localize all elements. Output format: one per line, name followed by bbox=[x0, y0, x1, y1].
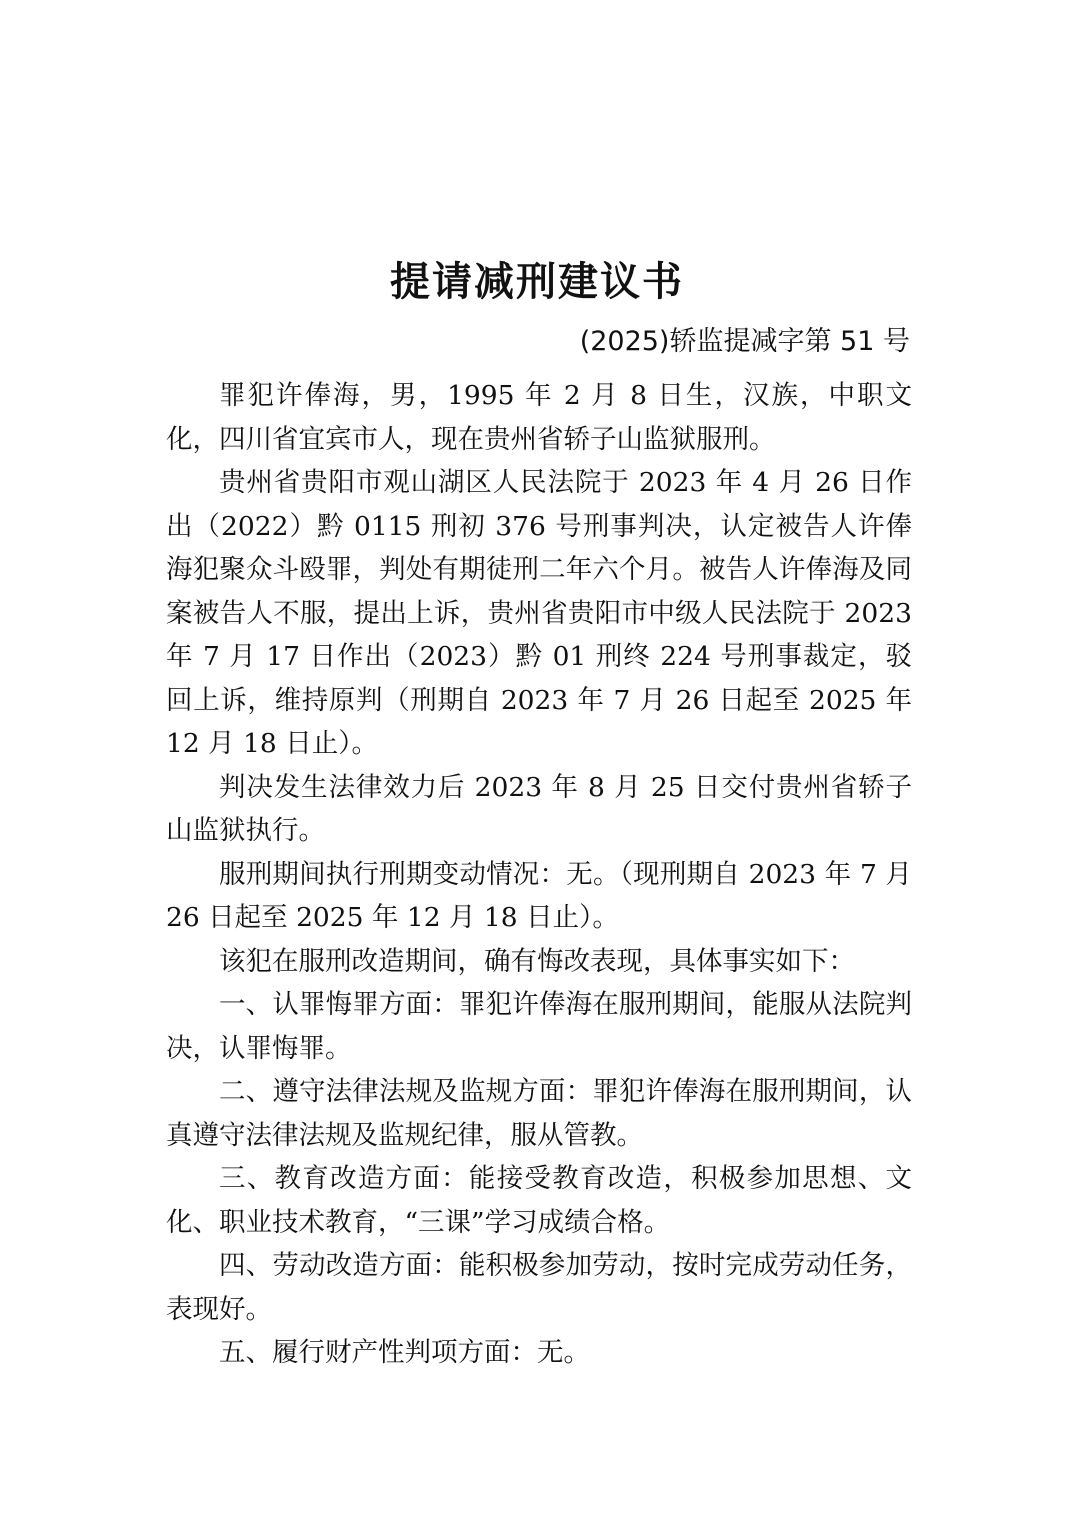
document-body bbox=[166, 374, 912, 1375]
paragraph-repentance: 一、认罪悔罪方面：罪犯许俸海在服刑期间，能服从法院判决，认罪悔罪。 bbox=[166, 989, 912, 1064]
paragraph-law-compliance: 二、遵守法律法规及监规方面：罪犯许俸海在服刑期间，认真遵守法律法规及监规纪律，服从管教。 bbox=[166, 1076, 912, 1151]
paragraph-judgment-history: 贵州省贵阳市观山湖区人民法院于 2023 年 4 月 26 日作出（2022）黔 0115 刑初 376 号刑事判决，认定被告人许俸海犯聚众斗殴罪，判处有期徒刑二年六个月。被告人许俸海及同案被告人不服，提出上诉，贵州省贵阳市中级人民法院于 2023 年 7 月 17 日作出（2023）黔 01 刑终 224 号刑事裁定，驳回上诉，维持原判（刑期自 2023 年 7 月 26 日起至 2025 年 12 月 18 日止）。 bbox=[166, 467, 912, 759]
paragraph-property: 五、履行财产性判项方面：无。 bbox=[219, 1337, 590, 1368]
document-title: 提请减刑建议书 bbox=[390, 258, 684, 305]
paragraph-sentence-change: 服刑期间执行刑期变动情况：无。（现刑期自 2023 年 7 月 26 日起至 2025 年 12 月 18 日止）。 bbox=[166, 858, 912, 933]
paragraph-facts-intro: 该犯在服刑改造期间，确有悔改表现，具体事实如下： bbox=[219, 945, 855, 977]
paragraph-labor: 四、劳动改造方面：能积极参加劳动，按时完成劳动任务，表现好。 bbox=[166, 1250, 912, 1325]
paragraph-personal-info: 罪犯许俸海，男，1995 年 2 月 8 日生，汉族，中职文化，四川省宜宾市人，现在贵州省轿子山监狱服刑。 bbox=[166, 380, 912, 455]
paragraph-execution: 判决发生法律效力后 2023 年 8 月 25 日交付贵州省轿子山监狱执行。 bbox=[166, 771, 912, 846]
paragraph-education: 三、教育改造方面：能接受教育改造，积极参加思想、文化、职业技术教育，“三课”学习成绩合格。 bbox=[166, 1163, 912, 1238]
document-number: (2025)轿监提减字第 51 号 bbox=[579, 326, 910, 357]
